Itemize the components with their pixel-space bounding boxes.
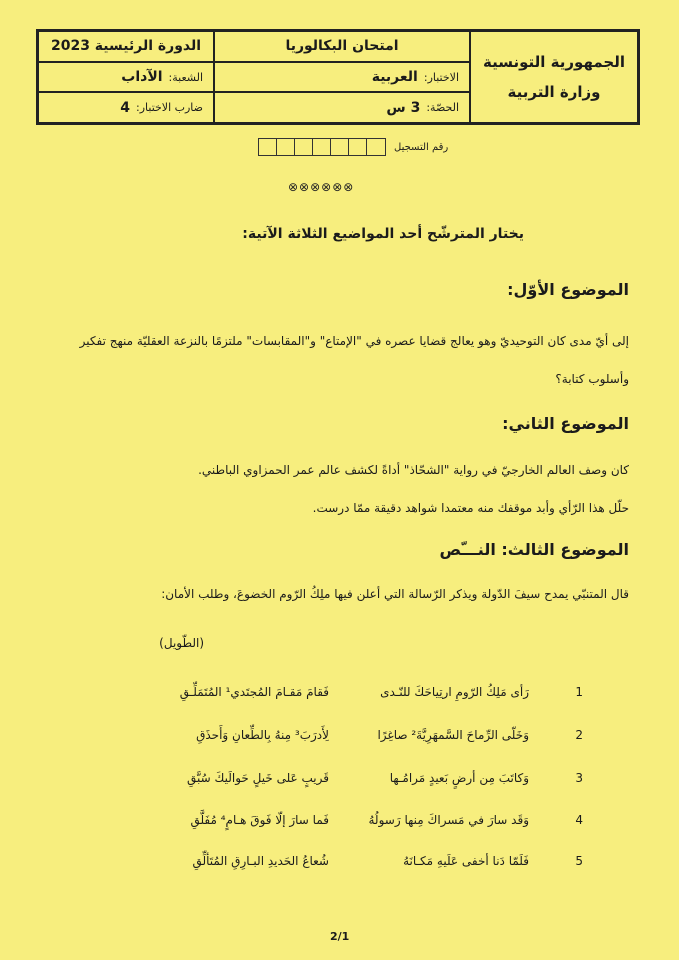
registration-digit-box[interactable] xyxy=(277,139,295,155)
registration-number xyxy=(258,138,448,156)
header-exam-info xyxy=(213,32,469,122)
decorative-divider-icon: ⊗⊗⊗⊗⊗⊗ xyxy=(288,180,355,194)
verse-line xyxy=(0,771,679,791)
verse-line xyxy=(0,854,679,874)
header-issuer xyxy=(469,32,637,122)
verse-number: 1 xyxy=(575,685,583,699)
duration-cell xyxy=(215,93,469,122)
topic2-title: الموضوع الثاني: xyxy=(502,414,629,433)
registration-digit-box[interactable] xyxy=(331,139,349,155)
verse-line xyxy=(0,728,679,748)
subject-cell xyxy=(215,63,469,94)
coefficient-value: 4 xyxy=(120,99,130,116)
registration-boxes[interactable] xyxy=(258,138,386,156)
topic2-line2: حلّل هذا الرّأي وأبد موقفك منه معتمدا شواهد دقيقة ممّا درست. xyxy=(312,501,629,515)
verse-second-hemistich: قَريبٍ عَلى خَيلٍ حَوالَيكَ سُبَّقِ xyxy=(186,771,329,785)
duration-label: الحصّة: xyxy=(426,101,459,115)
topic1-text: إلى أيّ مدى كان التوحيديّ وهو يعالج قضايا عصره في "الإمتاع" و"المقابسات" ملتزمًا بالنزعة العقليّة منهج تفكير وأسلوب كتابة؟ xyxy=(79,334,629,386)
registration-label: رقم التسجيل xyxy=(394,141,449,153)
verse-number: 2 xyxy=(575,728,583,742)
session-cell xyxy=(39,32,213,63)
topic2-line1: كان وصف العالم الخارجيّ في رواية "الشحّاذ" أداةً لكشف عالم عمر الحمزاوي الباطني. xyxy=(198,463,629,477)
branch-value: الآداب xyxy=(121,69,163,85)
poem-meter: (الطّويل) xyxy=(159,636,204,650)
verse-second-hemistich: لِأَدرَبَ³ مِنهُ بِالطِّعانِ وَأَحذَقِ xyxy=(196,728,329,742)
exam-header-table xyxy=(36,29,640,125)
verse-second-hemistich: شُعاعُ الحَديدِ البـارِقِ المُتَألِّقِ xyxy=(192,854,329,868)
verse-first-hemistich: وَقَد سارَ في مَسراكَ مِنها رَسولُهُ xyxy=(368,813,529,827)
verse-number: 4 xyxy=(575,813,583,827)
registration-digit-box[interactable] xyxy=(259,139,277,155)
exam-name: امتحان البكالوريا xyxy=(285,38,399,55)
header-session-info xyxy=(39,32,213,122)
country-name: الجمهورية التونسية xyxy=(483,53,625,71)
page-number: 2/1 xyxy=(330,930,350,943)
verse-second-hemistich: فَقامَ مَقـامَ المُجتَدي¹ المُتَمَلِّـقِ xyxy=(179,685,329,699)
verse-first-hemistich: فَلَمّا دَنا أخفى عَلَيهِ مَكـانَهُ xyxy=(403,854,529,868)
registration-digit-box[interactable] xyxy=(349,139,367,155)
verse-second-hemistich: فَما سارَ إلّا فَوقَ هـامٍ⁴ مُفَلَّقِ xyxy=(190,813,329,827)
branch-cell xyxy=(39,63,213,94)
verse-first-hemistich: وَخَلّى الرِّماحَ السَّمهَرِيَّةَ² صاغِرًا xyxy=(377,728,529,742)
topic3-title: الموضوع الثالث: النـــّص xyxy=(439,540,629,559)
subject-value: العربية xyxy=(371,69,418,85)
duration-value: 3 س xyxy=(386,99,421,116)
verse-first-hemistich: رَأى مَلِكُ الرّومِ ارتِياحَكَ للنّـدى xyxy=(380,685,529,699)
registration-digit-box[interactable] xyxy=(295,139,313,155)
verse-number: 3 xyxy=(575,771,583,785)
ministry-name: وزارة التربية xyxy=(507,83,601,101)
topic3-intro: قال المتنبّي يمدح سيفَ الدّولة ويذكر الرّسالة التي أعلن فيها ملِكُ الرّوم الخضوعَ، وطلب الأمان: xyxy=(161,587,629,601)
coefficient-label: ضارب الاختبار: xyxy=(136,101,203,115)
coefficient-cell xyxy=(39,93,213,122)
exam-name-cell xyxy=(215,32,469,63)
verse-line xyxy=(0,685,679,705)
verse-number: 5 xyxy=(575,854,583,868)
registration-digit-box[interactable] xyxy=(367,139,385,155)
verse-line xyxy=(0,813,679,833)
topic1-title: الموضوع الأوّل: xyxy=(507,280,629,299)
registration-digit-box[interactable] xyxy=(313,139,331,155)
subject-label: الاختبار: xyxy=(423,70,459,84)
session-value: الدورة الرئيسية 2023 xyxy=(50,38,202,55)
instructions: يختار المترشّح أحد المواضيع الثلاثة الآتية: xyxy=(242,226,524,242)
branch-label: الشعبة: xyxy=(168,70,203,84)
verse-first-hemistich: وَكاتَبَ مِن أرضٍ بَعيدٍ مَرامُـها xyxy=(389,771,529,785)
